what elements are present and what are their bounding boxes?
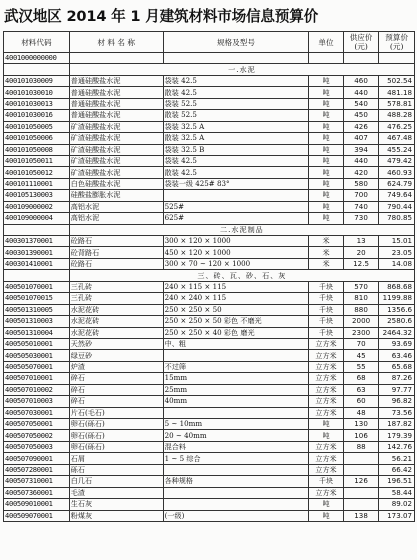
cell-budget-price: 87.26 [379, 373, 415, 384]
cell-budget-price: 578.81 [379, 98, 415, 109]
cell-code: 400301370001 [4, 236, 70, 247]
table-row [4, 53, 415, 64]
header-code: 材料代码 [4, 32, 70, 53]
cell-code: 400507360001 [4, 487, 70, 498]
cell-supply-price: 700 [343, 190, 379, 201]
table-row [4, 121, 415, 132]
cell-code: 400301410001 [4, 258, 70, 269]
cell-name [69, 53, 163, 64]
cell-spec: 混合料 [163, 441, 309, 452]
cell-code: 400507310001 [4, 476, 70, 487]
table-row [4, 98, 415, 109]
cell-spec: 袋装 32.5 A [163, 121, 309, 132]
cell-supply-price: 580 [343, 178, 379, 189]
cell-name: 砼路石 [69, 258, 163, 269]
cell-name: 高铝水泥 [69, 201, 163, 212]
table-row [4, 144, 415, 155]
cell-budget-price: 624.79 [379, 178, 415, 189]
cell-unit: 立方米 [309, 441, 344, 452]
table-row [4, 499, 415, 510]
table-header-row [4, 32, 415, 53]
cell-spec: 250 × 250 × 50 [163, 304, 309, 315]
cell-name: 矿渣硅酸盐水泥 [69, 133, 163, 144]
header-unit: 单位 [309, 32, 344, 53]
header-budget-price: 预算价 (元) [379, 32, 415, 53]
cell-supply-price: 60 [343, 396, 379, 407]
table-row [4, 384, 415, 395]
table-row [4, 464, 415, 475]
cell-unit: 吨 [309, 213, 344, 224]
table-row [4, 419, 415, 430]
cell-supply-price [343, 464, 379, 475]
cell-budget-price: 479.42 [379, 155, 415, 166]
cell-budget-price: 73.56 [379, 407, 415, 418]
cell-supply-price: 810 [343, 293, 379, 304]
table-row [4, 236, 415, 247]
cell-name: 卵石(砾石) [69, 419, 163, 430]
cell-code: 4001000000000 [4, 53, 70, 64]
cell-code: 400507280001 [4, 464, 70, 475]
cell-spec: 300 × 120 × 1000 [163, 236, 309, 247]
cell-code: 400505010001 [4, 338, 70, 349]
cell-spec: 各种规格 [163, 476, 309, 487]
section-title: 二.水泥制品 [69, 224, 414, 235]
table-row [4, 510, 415, 521]
cell-spec [163, 190, 309, 201]
table-row [4, 87, 415, 98]
section-row [4, 224, 415, 235]
cell-budget-price: 93.69 [379, 338, 415, 349]
cell-budget-price: 455.24 [379, 144, 415, 155]
cell-supply-price: 394 [343, 144, 379, 155]
cell-budget-price: 142.76 [379, 441, 415, 452]
cell-supply-price: 570 [343, 281, 379, 292]
cell-name: 粉煤灰 [69, 510, 163, 521]
cell-spec [163, 464, 309, 475]
cell-supply-price: 130 [343, 419, 379, 430]
cell-budget-price: 15.01 [379, 236, 415, 247]
cell-unit: 立方米 [309, 464, 344, 475]
table-row [4, 190, 415, 201]
cell-spec: 散装 52.5 [163, 110, 309, 121]
cell-name: 三孔砖 [69, 293, 163, 304]
cell-supply-price: 426 [343, 121, 379, 132]
table-row [4, 327, 415, 338]
cell-name: 碎石 [69, 396, 163, 407]
cell-spec [163, 407, 309, 418]
cell-name: 砾石 [69, 464, 163, 475]
cell-budget-price: 179.39 [379, 430, 415, 441]
cell-supply-price: 730 [343, 213, 379, 224]
section-row [4, 270, 415, 281]
cell-budget-price: 97.77 [379, 384, 415, 395]
cell-budget-price: 2464.32 [379, 327, 415, 338]
cell-spec: 15mm [163, 373, 309, 384]
table-row [4, 247, 415, 258]
cell-budget-price: 780.85 [379, 213, 415, 224]
table-row [4, 155, 415, 166]
cell-budget-price: 173.07 [379, 510, 415, 521]
cell-spec: 525# [163, 201, 309, 212]
cell-spec: 散装 42.5 [163, 167, 309, 178]
table-row [4, 201, 415, 212]
table-row [4, 293, 415, 304]
cell-spec: 20 ~ 40mm [163, 430, 309, 441]
cell-budget-price: 89.02 [379, 499, 415, 510]
cell-code: 400501310003 [4, 316, 70, 327]
table-body [4, 53, 415, 522]
cell-unit: 千块 [309, 293, 344, 304]
cell-supply-price: 12.5 [343, 258, 379, 269]
cell-unit: 吨 [309, 499, 344, 510]
cell-code: 400105130003 [4, 190, 70, 201]
cell-budget-price: 187.82 [379, 419, 415, 430]
cell-code: 400505070001 [4, 361, 70, 372]
cell-unit: 吨 [309, 419, 344, 430]
header-name: 材 料 名 称 [69, 32, 163, 53]
cell-spec: 袋装 42.5 [163, 75, 309, 86]
cell-spec [163, 487, 309, 498]
cell-unit: 吨 [309, 167, 344, 178]
cell-unit: 米 [309, 258, 344, 269]
cell-supply-price: 55 [343, 361, 379, 372]
cell-unit: 立方米 [309, 384, 344, 395]
cell-spec: 240 × 115 × 115 [163, 281, 309, 292]
cell-code: 400501070001 [4, 281, 70, 292]
cell-budget-price: 1356.6 [379, 304, 415, 315]
cell-code: 400101050005 [4, 121, 70, 132]
table-row [4, 167, 415, 178]
cell-unit: 千块 [309, 327, 344, 338]
cell-name: 绿豆砂 [69, 350, 163, 361]
cell-name: 碎石 [69, 384, 163, 395]
cell-supply-price [343, 53, 379, 64]
cell-code: 400507010001 [4, 373, 70, 384]
cell-budget-price: 23.05 [379, 247, 415, 258]
cell-code: 400507030001 [4, 407, 70, 418]
cell-name: 石屑 [69, 453, 163, 464]
cell-spec: 袋装 32.5 B [163, 144, 309, 155]
cell-name: 毛渣 [69, 487, 163, 498]
cell-spec [163, 499, 309, 510]
cell-spec: 散装 42.5 [163, 87, 309, 98]
cell-supply-price: 70 [343, 338, 379, 349]
cell-budget-price: 14.08 [379, 258, 415, 269]
cell-supply-price: 460 [343, 75, 379, 86]
cell-code: 400101030010 [4, 87, 70, 98]
section-code-cell [4, 64, 70, 75]
cell-unit: 吨 [309, 190, 344, 201]
cell-unit: 吨 [309, 201, 344, 212]
cell-budget-price: 790.44 [379, 201, 415, 212]
cell-unit: 吨 [309, 98, 344, 109]
table-row [4, 441, 415, 452]
section-title: 一.水泥 [69, 64, 414, 75]
cell-supply-price: 138 [343, 510, 379, 521]
cell-budget-price: 476.25 [379, 121, 415, 132]
cell-spec [163, 53, 309, 64]
cell-name: 炉渣 [69, 361, 163, 372]
cell-supply-price: 20 [343, 247, 379, 258]
cell-supply-price: 13 [343, 236, 379, 247]
cell-budget-price: 868.68 [379, 281, 415, 292]
cell-budget-price: 65.68 [379, 361, 415, 372]
table-row [4, 373, 415, 384]
cell-name: 天然砂 [69, 338, 163, 349]
cell-spec: 25mm [163, 384, 309, 395]
cell-code: 400501310005 [4, 304, 70, 315]
cell-spec: 240 × 240 × 115 [163, 293, 309, 304]
cell-unit: 吨 [309, 178, 344, 189]
cell-spec: 5 ~ 10mm [163, 419, 309, 430]
cell-budget-price: 66.42 [379, 464, 415, 475]
cell-supply-price [343, 453, 379, 464]
section-code-cell [4, 224, 70, 235]
cell-unit: 立方米 [309, 453, 344, 464]
cell-name: 碎石 [69, 373, 163, 384]
table-row [4, 304, 415, 315]
cell-code: 400507010002 [4, 384, 70, 395]
cell-name: 矿渣硅酸盐水泥 [69, 167, 163, 178]
cell-supply-price: 440 [343, 87, 379, 98]
cell-spec [163, 350, 309, 361]
cell-supply-price: 106 [343, 430, 379, 441]
cell-name: 水泥花砖 [69, 316, 163, 327]
section-code-cell [4, 270, 70, 281]
cell-name: 普通硅酸盐水泥 [69, 110, 163, 121]
section-row [4, 64, 415, 75]
cell-unit: 千块 [309, 476, 344, 487]
cell-name: 硅酸盐膨胀水泥 [69, 190, 163, 201]
cell-unit: 千块 [309, 304, 344, 315]
cell-supply-price: 88 [343, 441, 379, 452]
table-row [4, 453, 415, 464]
cell-name: 普通硅酸盐水泥 [69, 98, 163, 109]
cell-unit [309, 53, 344, 64]
header-supply-price: 供应价 (元) [343, 32, 379, 53]
table-row [4, 258, 415, 269]
table-row [4, 110, 415, 121]
cell-code: 400101030009 [4, 75, 70, 86]
cell-supply-price [343, 487, 379, 498]
cell-spec: 1 ~ 5 综合 [163, 453, 309, 464]
cell-unit: 立方米 [309, 350, 344, 361]
price-table [3, 31, 415, 522]
cell-name: 三孔砖 [69, 281, 163, 292]
cell-name: 砼路石 [69, 236, 163, 247]
table-row [4, 338, 415, 349]
cell-spec: 不过筛 [163, 361, 309, 372]
cell-unit: 吨 [309, 144, 344, 155]
cell-unit: 立方米 [309, 396, 344, 407]
cell-budget-price [379, 53, 415, 64]
cell-code: 400507050003 [4, 441, 70, 452]
cell-name: 矿渣硅酸盐水泥 [69, 121, 163, 132]
cell-supply-price: 45 [343, 350, 379, 361]
cell-budget-price: 58.44 [379, 487, 415, 498]
cell-spec: 625# [163, 213, 309, 224]
cell-code: 400509070001 [4, 510, 70, 521]
cell-code: 400101050006 [4, 133, 70, 144]
cell-code: 400507050002 [4, 430, 70, 441]
cell-supply-price: 407 [343, 133, 379, 144]
cell-budget-price: 63.46 [379, 350, 415, 361]
table-row [4, 75, 415, 86]
cell-unit: 立方米 [309, 373, 344, 384]
cell-name: 普通硅酸盐水泥 [69, 87, 163, 98]
table-row [4, 350, 415, 361]
cell-code: 400301390001 [4, 247, 70, 258]
cell-code: 400507010003 [4, 396, 70, 407]
cell-budget-price: 481.18 [379, 87, 415, 98]
table-row [4, 430, 415, 441]
header-spec: 规格及型号 [163, 32, 309, 53]
cell-name: 砼背路石 [69, 247, 163, 258]
table-row [4, 487, 415, 498]
cell-budget-price: 749.64 [379, 190, 415, 201]
cell-unit: 千块 [309, 316, 344, 327]
cell-unit: 吨 [309, 155, 344, 166]
cell-code: 400109000004 [4, 213, 70, 224]
cell-name: 卵石(砾石) [69, 441, 163, 452]
cell-code: 400101030013 [4, 98, 70, 109]
cell-name: 白色硅酸盐水泥 [69, 178, 163, 189]
cell-code: 400101050012 [4, 167, 70, 178]
cell-unit: 米 [309, 247, 344, 258]
cell-budget-price: 467.48 [379, 133, 415, 144]
cell-supply-price [343, 499, 379, 510]
cell-unit: 立方米 [309, 487, 344, 498]
cell-unit: 吨 [309, 430, 344, 441]
table-row [4, 476, 415, 487]
cell-name: 矿渣硅酸盐水泥 [69, 144, 163, 155]
cell-unit: 立方米 [309, 407, 344, 418]
cell-unit: 千块 [309, 281, 344, 292]
cell-supply-price: 440 [343, 155, 379, 166]
cell-spec: 袋装一级 425# 83° [163, 178, 309, 189]
cell-budget-price: 96.82 [379, 396, 415, 407]
cell-code: 400509010001 [4, 499, 70, 510]
cell-supply-price: 880 [343, 304, 379, 315]
cell-spec: 300 × 70 ~ 120 × 1000 [163, 258, 309, 269]
cell-name: 卵石(砾石) [69, 430, 163, 441]
cell-name: 水泥花砖 [69, 327, 163, 338]
cell-spec: 40mm [163, 396, 309, 407]
cell-budget-price: 196.51 [379, 476, 415, 487]
page-title: 武汉地区 2014 年 1 月建筑材料市场信息预算价 [4, 8, 318, 25]
cell-supply-price: 2000 [343, 316, 379, 327]
cell-name: 白几石 [69, 476, 163, 487]
cell-budget-price: 460.93 [379, 167, 415, 178]
cell-code: 400109000002 [4, 201, 70, 212]
cell-code: 400507050001 [4, 419, 70, 430]
cell-name: 水泥花砖 [69, 304, 163, 315]
cell-supply-price: 420 [343, 167, 379, 178]
table-row [4, 396, 415, 407]
cell-name: 生石灰 [69, 499, 163, 510]
table-row [4, 213, 415, 224]
cell-spec: 袋装 52.5 [163, 98, 309, 109]
cell-supply-price: 450 [343, 110, 379, 121]
cell-code: 400101050008 [4, 144, 70, 155]
cell-unit: 立方米 [309, 338, 344, 349]
cell-code: 400101030016 [4, 110, 70, 121]
cell-budget-price: 2580.6 [379, 316, 415, 327]
cell-spec: 散装 32.5 A [163, 133, 309, 144]
cell-unit: 吨 [309, 133, 344, 144]
cell-code: 400501070015 [4, 293, 70, 304]
cell-unit: 吨 [309, 510, 344, 521]
cell-unit: 吨 [309, 75, 344, 86]
table-row [4, 407, 415, 418]
cell-code: 400505030001 [4, 350, 70, 361]
cell-supply-price: 126 [343, 476, 379, 487]
cell-code: 400101110001 [4, 178, 70, 189]
section-title: 三、砖、瓦、砂、石、灰 [69, 270, 414, 281]
cell-unit: 吨 [309, 87, 344, 98]
cell-supply-price: 68 [343, 373, 379, 384]
cell-name: 普通硅酸盐水泥 [69, 75, 163, 86]
cell-spec: 250 × 250 × 50 彩色 不磨光 [163, 316, 309, 327]
cell-supply-price: 63 [343, 384, 379, 395]
cell-name: 矿渣硅酸盐水泥 [69, 155, 163, 166]
cell-spec: 250 × 250 × 40 彩色 磨光 [163, 327, 309, 338]
cell-unit: 米 [309, 236, 344, 247]
cell-code: 400507090001 [4, 453, 70, 464]
cell-budget-price: 56.21 [379, 453, 415, 464]
cell-supply-price: 2300 [343, 327, 379, 338]
cell-supply-price: 48 [343, 407, 379, 418]
cell-spec: 中、粗 [163, 338, 309, 349]
cell-supply-price: 740 [343, 201, 379, 212]
cell-unit: 吨 [309, 121, 344, 132]
cell-spec: 袋装 42.5 [163, 155, 309, 166]
cell-budget-price: 1199.88 [379, 293, 415, 304]
cell-unit: 立方米 [309, 361, 344, 372]
table-row [4, 316, 415, 327]
cell-unit: 吨 [309, 110, 344, 121]
cell-supply-price: 540 [343, 98, 379, 109]
cell-name: 高铝水泥 [69, 213, 163, 224]
cell-budget-price: 488.28 [379, 110, 415, 121]
cell-code: 400501310004 [4, 327, 70, 338]
table-row [4, 133, 415, 144]
cell-spec: 450 × 120 × 1000 [163, 247, 309, 258]
table-row [4, 281, 415, 292]
table-row [4, 361, 415, 372]
cell-name: 片石(毛石) [69, 407, 163, 418]
cell-code: 400101050011 [4, 155, 70, 166]
cell-budget-price: 502.54 [379, 75, 415, 86]
table-row [4, 178, 415, 189]
cell-spec: (一级) [163, 510, 309, 521]
